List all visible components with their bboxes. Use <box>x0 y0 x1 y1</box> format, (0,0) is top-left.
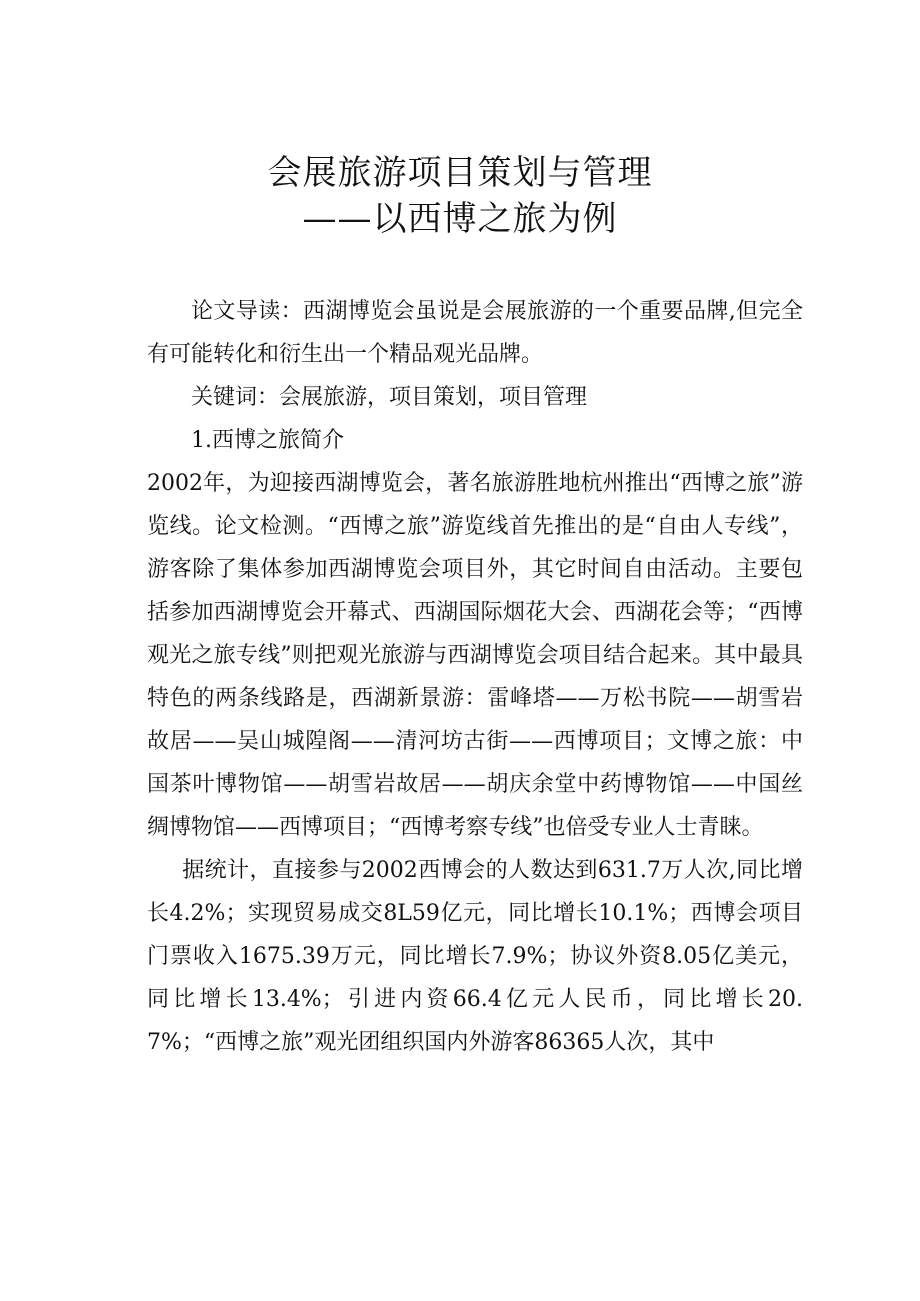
section-heading: 1.西博之旅简介 <box>191 428 344 453</box>
statistics-paragraph: 据统计，直接参与2002西博会的人数达到631.7万人次,同比增长4.2%；实现贸易成交8L59亿元，同比增长10.1%；西博会项目门票收入1675.39万元，同比增长7.9%；协议外资8.05亿美元，同比增长13.4%；引进内资66.4亿元人民币，同比增长20.7%；“西博之旅”观光团组织国内外游客86365人次，其中 <box>147 858 803 1055</box>
document-body <box>147 290 803 1064</box>
document-title <box>0 150 920 242</box>
abstract-paragraph: 论文导读：西湖博览会虽说是会展旅游的一个重要品牌,但完全有可能转化和衍生出一个精品观光品牌。 <box>147 299 803 367</box>
body-paragraph: 2002年，为迎接西湖博览会，著名旅游胜地杭州推出“西博之旅”游览线。论文检测。“西博之旅”游览线首先推出的是“自由人专线”，游客除了集体参加西湖博览会项目外，其它时间自由活动。主要包括参加西湖博览会开幕式、西湖国际烟花大会、西湖花会等；“西博观光之旅专线”则把观光旅游与西湖博览会项目结合起来。其中最具特色的两条线路是，西湖新景游：雷峰塔——万松书院——胡雪岩故居——吴山城隍阁——清河坊古街——西博项目；文博之旅：中国茶叶博物馆——胡雪岩故居——胡庆余堂中药博物馆——中国丝绸博物馆——西博项目；“西博考察专线”也倍受专业人士青睐。 <box>147 471 803 840</box>
title-subtitle: ——以西博之旅为例 <box>302 199 618 239</box>
title-main: 会展旅游项目策划与管理 <box>267 153 653 193</box>
keywords-line: 关键词：会展旅游，项目策划，项目管理 <box>191 385 588 410</box>
